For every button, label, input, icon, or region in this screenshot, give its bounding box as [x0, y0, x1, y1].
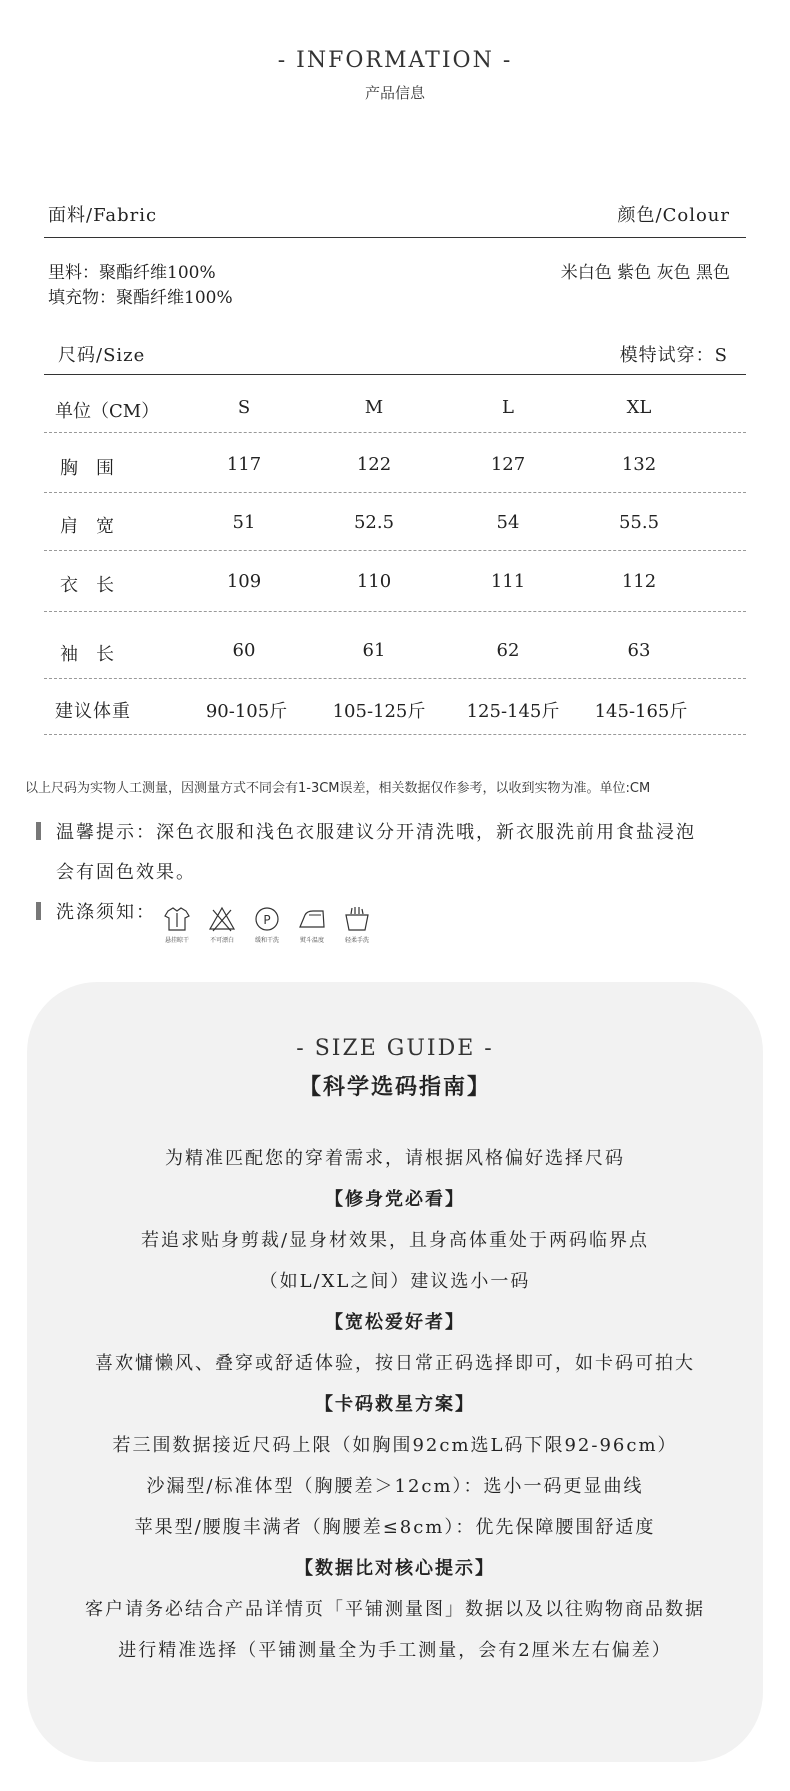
svg-text:P: P [263, 913, 271, 927]
measurement-note: 以上尺码为实物人工测量，因测量方式不同会有1-3CM误差，相关数据仅作参考，以收到实物为准。单位:CM [25, 781, 651, 796]
table-cell: 127 [490, 454, 526, 475]
table-header-unit: 单位（CM） [55, 401, 160, 422]
fabric-divider [44, 237, 746, 238]
size-guide-title: - SIZE GUIDE - [296, 1036, 494, 1061]
table-cell: 54 [496, 512, 520, 533]
guide-line: 客户请务必结合产品详情页「平铺测量图」数据以及以往购物商品数据 [85, 1599, 705, 1620]
table-cell: 109 [226, 571, 262, 592]
colour-label: 颜色/Colour [617, 205, 730, 226]
guide-line: 苹果型/腰腹丰满者（胸腰差≤8cm）：优先保障腰围舒适度 [134, 1517, 656, 1538]
guide-line: 若追求贴身剪裁/显身材效果，且身高体重处于两码临界点 [140, 1230, 650, 1251]
iron-icon [292, 905, 332, 944]
table-header-xl: XL [626, 397, 652, 418]
wash-label: 洗涤须知： [56, 902, 156, 923]
care-label: 轻柔手洗 [344, 937, 369, 944]
table-cell: 145-165斤 [594, 701, 688, 722]
table-cell: 55.5 [618, 512, 660, 533]
care-label: 不可漂白 [209, 937, 234, 944]
table-cell: 112 [621, 571, 657, 592]
hang-dry-icon [157, 905, 197, 944]
no-bleach-icon [202, 905, 242, 944]
table-cell: 122 [356, 454, 392, 475]
info-subtitle: 产品信息 [364, 84, 425, 102]
warm-tip-line2: 会有固色效果。 [56, 862, 196, 883]
model-size: 模特试穿：S [619, 345, 728, 366]
table-header-s: S [237, 397, 251, 418]
wash-bar-marker [36, 902, 41, 920]
fabric-label: 面料/Fabric [48, 205, 158, 226]
colours-text: 米白色 紫色 灰色 黑色 [560, 263, 730, 283]
table-cell: 63 [627, 640, 651, 661]
row-divider [44, 550, 746, 551]
row-label-sleeve: 袖 长 [60, 644, 114, 665]
table-cell: 51 [232, 512, 256, 533]
table-cell: 61 [362, 640, 386, 661]
row-divider [44, 611, 746, 612]
size-label: 尺码/Size [58, 345, 146, 366]
table-cell: 62 [496, 640, 520, 661]
tip-bar-marker [36, 822, 41, 840]
row-divider [44, 734, 746, 735]
care-label: 悬挂晾干 [164, 937, 189, 944]
table-cell: 52.5 [353, 512, 395, 533]
guide-line: 进行精准选择（平铺测量全为手工测量，会有2厘米左右偏差） [118, 1640, 672, 1661]
table-cell: 110 [356, 571, 392, 592]
row-label-length: 衣 长 [60, 575, 114, 596]
info-title: - INFORMATION - [277, 48, 513, 73]
row-divider [44, 432, 746, 433]
table-header-m: M [364, 397, 384, 418]
guide-line: （如L/XL之间）建议选小一码 [259, 1271, 531, 1292]
table-cell: 125-145斤 [466, 701, 560, 722]
size-guide-subtitle: 【科学选码指南】 [298, 1074, 491, 1100]
table-cell: 105-125斤 [332, 701, 426, 722]
row-label-chest: 胸 围 [60, 458, 114, 479]
row-label-shoulder: 肩 宽 [60, 516, 114, 537]
guide-heading: 【卡码救星方案】 [315, 1394, 475, 1415]
guide-line: 喜欢慵懒风、叠穿或舒适体验，按日常正码选择即可，如卡码可拍大 [95, 1353, 695, 1374]
care-label: 熨斗温度 [299, 937, 324, 944]
guide-heading: 【修身党必看】 [325, 1189, 465, 1210]
table-cell: 132 [621, 454, 657, 475]
table-header-l: L [502, 397, 514, 418]
table-cell: 111 [490, 571, 526, 592]
size-divider [44, 374, 746, 375]
row-divider [44, 678, 746, 679]
row-divider [44, 492, 746, 493]
table-cell: 60 [232, 640, 256, 661]
filling-text: 填充物：聚酯纤维100% [48, 288, 233, 308]
guide-line: 若三围数据接近尺码上限（如胸围92cm选L码下限92-96cm） [112, 1435, 678, 1456]
table-cell: 117 [226, 454, 262, 475]
lining-text: 里料：聚酯纤维100% [48, 263, 216, 283]
warm-tip-line1: 温馨提示：深色衣服和浅色衣服建议分开清洗哦，新衣服洗前用食盐浸泡 [56, 822, 696, 843]
care-label: 缓和干洗 [254, 937, 279, 944]
hand-wash-icon [337, 905, 377, 944]
guide-heading: 【宽松爱好者】 [325, 1312, 465, 1333]
guide-heading: 【数据比对核心提示】 [295, 1558, 495, 1579]
row-label-weight: 建议体重 [55, 701, 131, 722]
table-cell: 90-105斤 [205, 701, 288, 722]
guide-line: 为精准匹配您的穿着需求，请根据风格偏好选择尺码 [165, 1148, 625, 1169]
guide-line: 沙漏型/标准体型（胸腰差＞12cm）：选小一码更显曲线 [146, 1476, 644, 1497]
dry-clean-icon [247, 905, 287, 944]
